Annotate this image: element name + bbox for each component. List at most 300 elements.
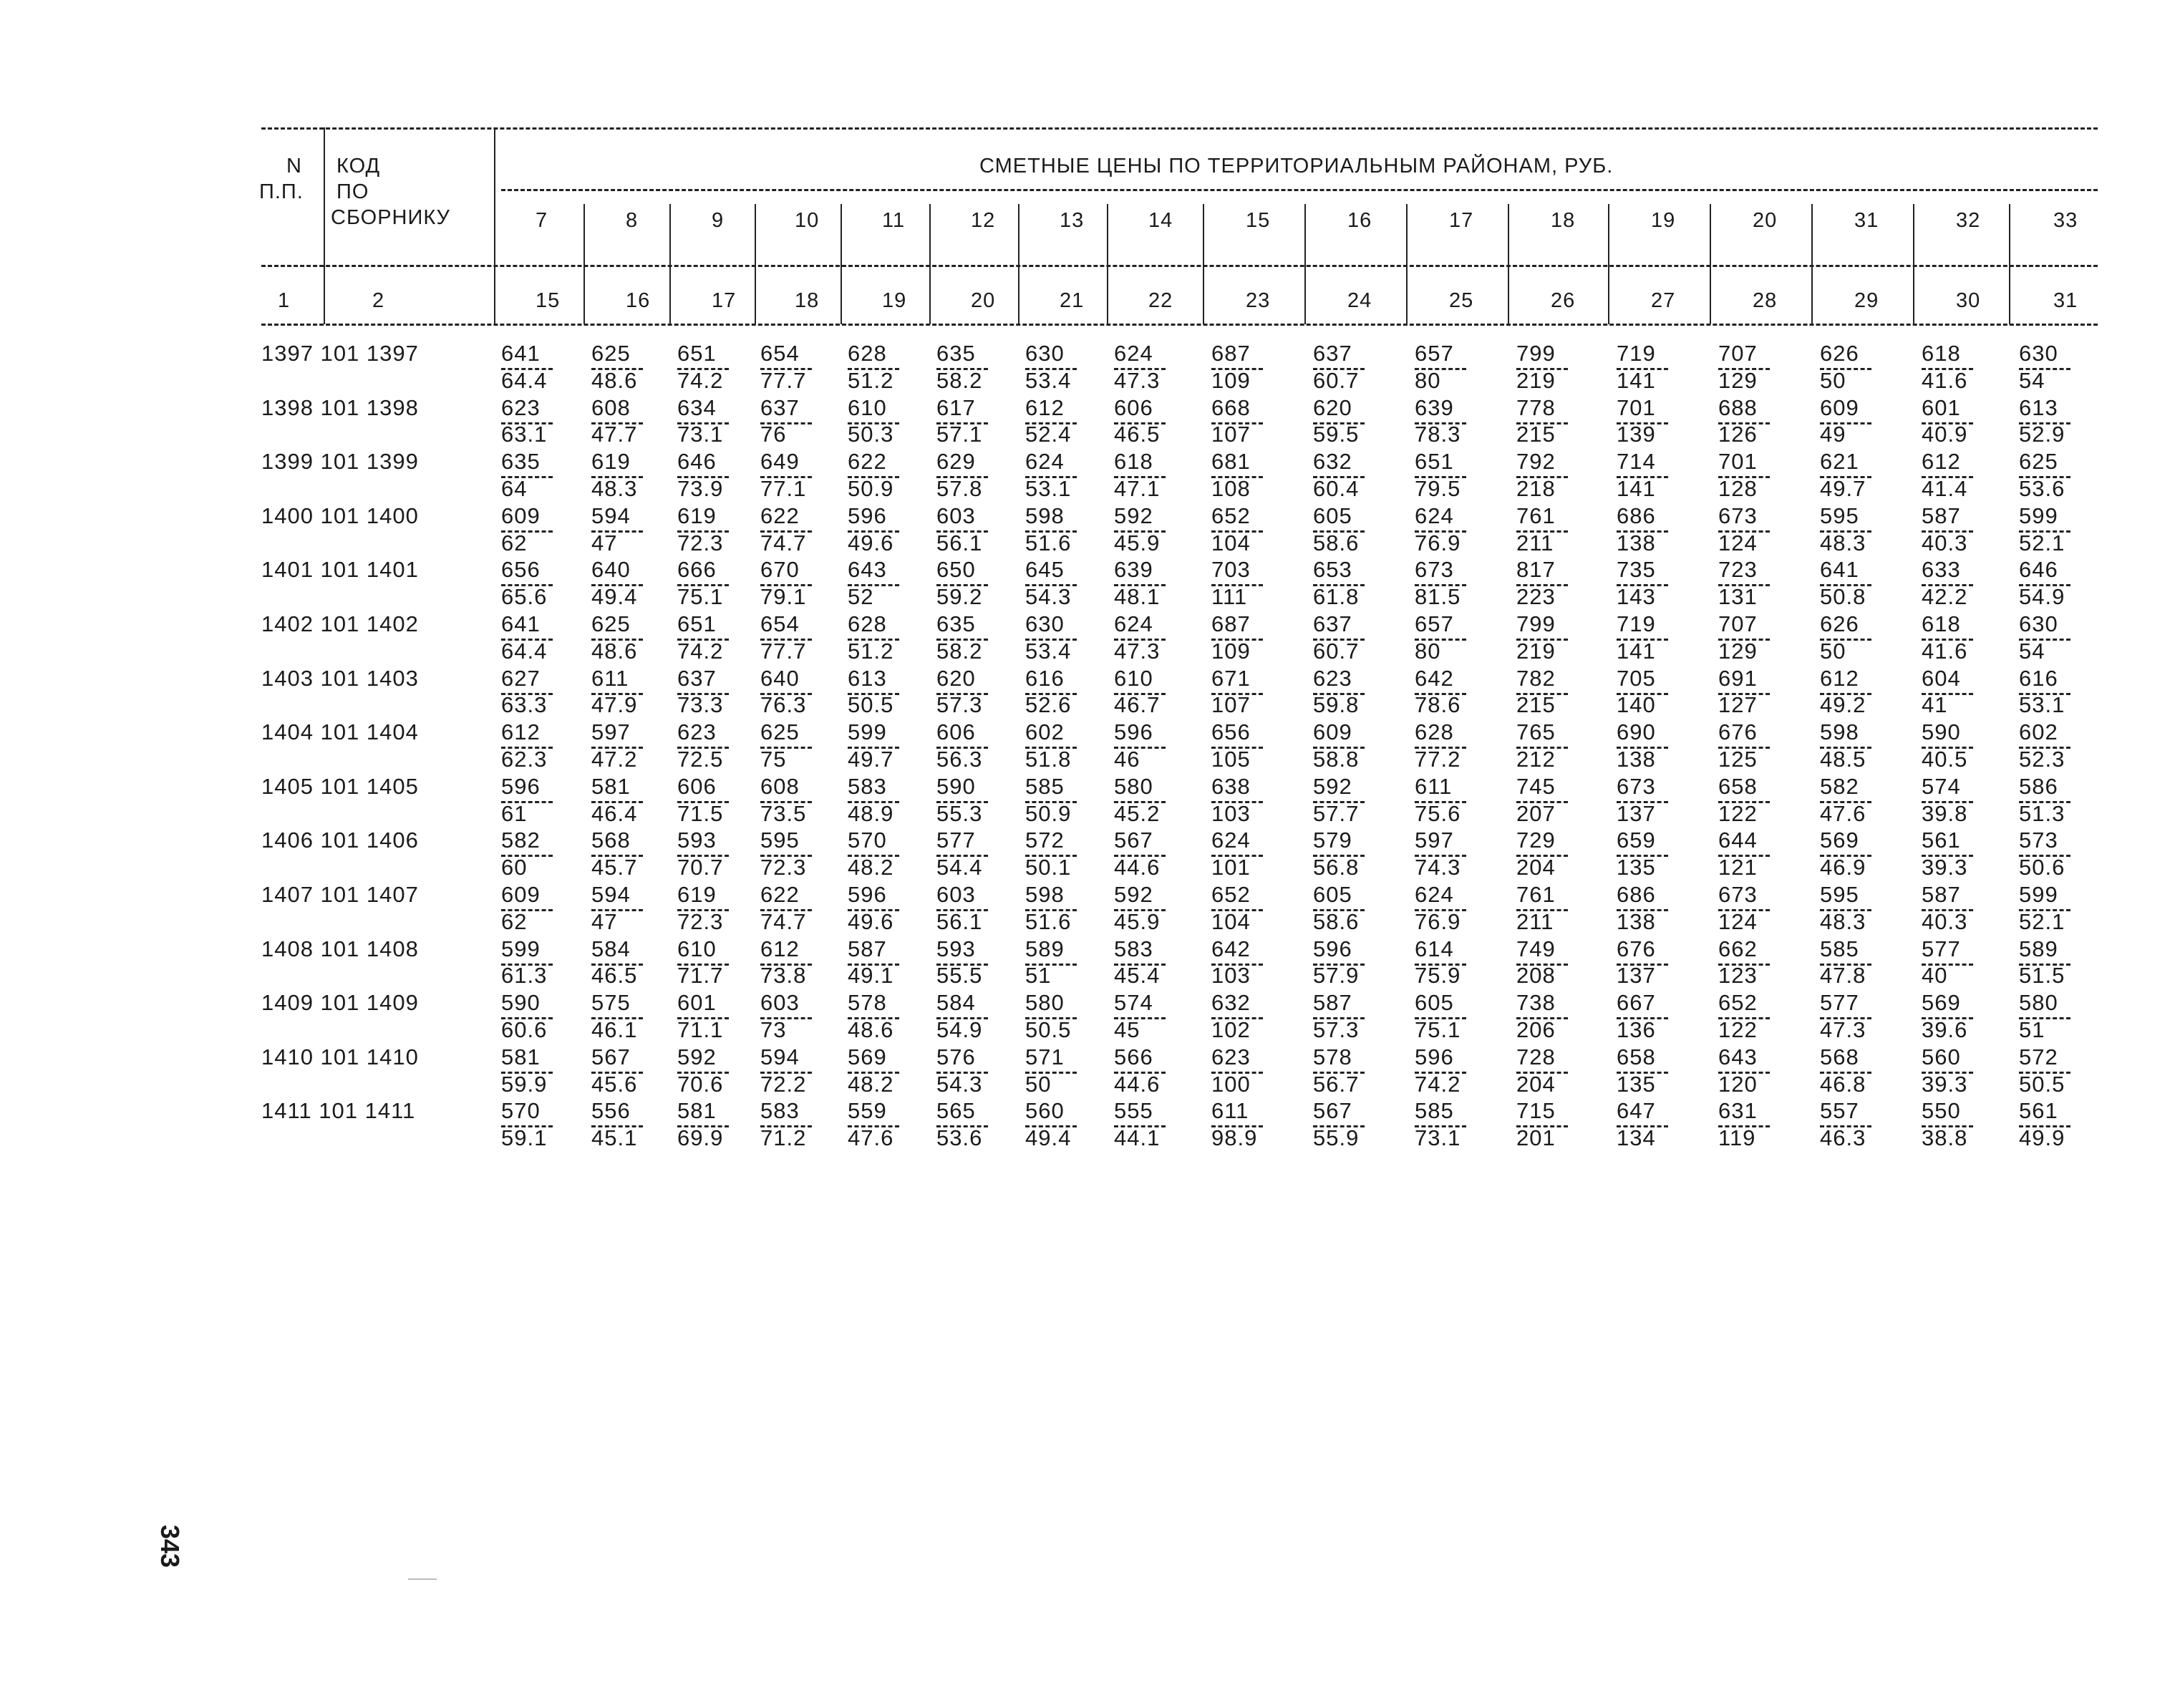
price-cell: 72.3: [677, 530, 724, 555]
price-cell: 599: [2019, 882, 2058, 907]
price-cell: 207: [1516, 800, 1556, 826]
column-number: 1: [278, 289, 291, 312]
price-cell: 555: [1114, 1098, 1153, 1124]
price-cell: 638: [1211, 773, 1251, 799]
price-cell: 598: [1025, 503, 1065, 528]
price-cell: 39.8: [1922, 800, 1968, 826]
price-cell: 575: [591, 990, 631, 1016]
price-cell: 593: [936, 936, 976, 961]
price-cell: 581: [501, 1044, 541, 1069]
price-cell: 47.6: [1820, 800, 1866, 826]
district-number: 31: [1854, 209, 1879, 232]
price-cell: 140: [1617, 692, 1656, 718]
price-cell: 40.9: [1922, 422, 1968, 447]
price-cell: 73.9: [677, 476, 724, 501]
price-cell: 738: [1516, 990, 1556, 1016]
column-number: 16: [626, 289, 651, 312]
price-cell: 622: [848, 449, 887, 475]
header-bottom-rule: [261, 265, 2098, 267]
row-code: 1407 101 1407: [261, 882, 419, 907]
price-cell: 673: [1415, 557, 1454, 583]
price-cell: 633: [1922, 557, 1961, 583]
price-cell: 47.1: [1114, 476, 1161, 501]
price-cell: 60.4: [1313, 476, 1360, 501]
price-cell: 792: [1516, 449, 1556, 475]
price-cell: 44.1: [1114, 1125, 1161, 1151]
price-cell: 70.6: [677, 1071, 724, 1097]
price-cell: 631: [1718, 1098, 1758, 1124]
price-cell: 76.9: [1415, 530, 1461, 555]
price-cell: 609: [501, 882, 541, 907]
price-cell: 592: [1114, 503, 1153, 528]
row-code: 1411 101 1411: [261, 1098, 416, 1124]
price-cell: 208: [1516, 963, 1556, 989]
price-cell: 646: [677, 449, 717, 475]
price-cell: 204: [1516, 1071, 1556, 1097]
column-number: 22: [1148, 289, 1173, 312]
price-cell: 49.4: [1025, 1125, 1072, 1151]
price-cell: 735: [1617, 557, 1656, 583]
price-cell: 52.9: [2019, 422, 2065, 447]
price-cell: 586: [2019, 773, 2058, 799]
price-cell: 62.3: [501, 747, 548, 772]
price-cell: 103: [1211, 800, 1251, 826]
price-cell: 49.1: [848, 963, 894, 989]
price-cell: 141: [1617, 367, 1656, 393]
price-cell: 48.3: [591, 476, 638, 501]
price-cell: 49.2: [1820, 692, 1866, 718]
district-number: 14: [1148, 209, 1173, 232]
price-cell: 56.3: [936, 747, 983, 772]
price-cell: 599: [848, 719, 887, 745]
price-cell: 662: [1718, 936, 1758, 961]
price-cell: 44.6: [1114, 1071, 1161, 1097]
price-cell: 47.6: [848, 1125, 894, 1151]
price-cell: 608: [760, 773, 800, 799]
price-cell: 611: [1211, 1098, 1249, 1124]
price-cell: 50.1: [1025, 855, 1072, 880]
price-cell: 139: [1617, 422, 1656, 447]
price-cell: 637: [760, 394, 800, 420]
price-cell: 61.8: [1313, 584, 1360, 610]
price-cell: 628: [1415, 719, 1454, 745]
price-cell: 80: [1415, 367, 1441, 393]
price-cell: 135: [1617, 855, 1656, 880]
price-cell: 57.7: [1313, 800, 1360, 826]
price-cell: 58.6: [1313, 530, 1360, 555]
column-divider: [1710, 204, 1711, 324]
price-cell: 76.3: [760, 692, 807, 718]
price-cell: 687: [1211, 611, 1251, 636]
scan-mark: [408, 1578, 437, 1580]
price-cell: 639: [1415, 394, 1454, 420]
price-cell: 749: [1516, 936, 1556, 961]
price-cell: 624: [1211, 828, 1251, 853]
price-cell: 137: [1617, 963, 1656, 989]
column-number: 31: [2053, 289, 2078, 312]
price-cell: 574: [1922, 773, 1961, 799]
price-cell: 616: [2019, 665, 2058, 691]
price-cell: 39.6: [1922, 1017, 1968, 1042]
price-cell: 597: [1415, 828, 1454, 853]
price-cell: 47.3: [1820, 1017, 1866, 1042]
price-cell: 745: [1516, 773, 1556, 799]
price-cell: 219: [1516, 638, 1556, 664]
district-number: 12: [971, 209, 996, 232]
price-cell: 606: [677, 773, 717, 799]
price-cell: 47.7: [591, 422, 638, 447]
price-cell: 50: [1025, 1071, 1052, 1097]
price-cell: 50: [1820, 638, 1846, 664]
column-number: 2: [372, 289, 385, 312]
price-cell: 219: [1516, 367, 1556, 393]
price-cell: 593: [677, 828, 717, 853]
price-cell: 602: [1025, 719, 1065, 745]
price-cell: 621: [1820, 449, 1859, 475]
price-cell: 617: [936, 394, 976, 420]
column-number: 21: [1060, 289, 1085, 312]
price-cell: 707: [1718, 611, 1758, 636]
row-code: 1397 101 1397: [261, 341, 419, 366]
price-cell: 670: [760, 557, 800, 583]
price-cell: 72.2: [760, 1071, 807, 1097]
price-cell: 642: [1415, 665, 1454, 691]
price-cell: 560: [1025, 1098, 1065, 1124]
price-cell: 50.9: [1025, 800, 1072, 826]
price-cell: 50: [1820, 367, 1846, 393]
price-cell: 623: [677, 719, 717, 745]
price-cell: 595: [760, 828, 800, 853]
price-cell: 53.6: [2019, 476, 2065, 501]
price-cell: 41.4: [1922, 476, 1968, 501]
price-cell: 599: [501, 936, 541, 961]
price-cell: 60.7: [1313, 638, 1360, 664]
district-number: 32: [1956, 209, 1981, 232]
price-cell: 69.9: [677, 1125, 724, 1151]
np-label-pp: П.П.: [259, 180, 304, 203]
price-cell: 65.6: [501, 584, 548, 610]
price-cell: 580: [2019, 990, 2058, 1016]
price-cell: 582: [501, 828, 541, 853]
price-cell: 41: [1922, 692, 1948, 718]
price-cell: 565: [936, 1098, 976, 1124]
price-cell: 707: [1718, 341, 1758, 366]
price-cell: 77.2: [1415, 747, 1461, 772]
price-cell: 46.5: [591, 963, 638, 989]
column-divider: [669, 204, 671, 324]
column-divider: [1913, 204, 1914, 324]
price-cell: 596: [1313, 936, 1352, 961]
price-cell: 603: [936, 882, 976, 907]
district-number: 9: [712, 209, 725, 232]
row-code: 1399 101 1399: [261, 449, 419, 475]
price-cell: 691: [1718, 665, 1758, 691]
price-cell: 578: [1313, 1044, 1352, 1069]
price-cell: 577: [936, 828, 976, 853]
price-cell: 58.2: [936, 367, 983, 393]
price-cell: 625: [760, 719, 800, 745]
price-cell: 658: [1718, 773, 1758, 799]
price-cell: 651: [677, 341, 717, 366]
price-cell: 701: [1718, 449, 1758, 475]
row-code: 1410 101 1410: [261, 1044, 419, 1069]
price-cell: 128: [1718, 476, 1758, 501]
price-cell: 628: [848, 611, 887, 636]
price-cell: 714: [1617, 449, 1656, 475]
price-cell: 48.2: [848, 855, 894, 880]
price-cell: 635: [501, 449, 541, 475]
price-cell: 218: [1516, 476, 1556, 501]
price-cell: 603: [936, 503, 976, 528]
price-cell: 580: [1025, 990, 1065, 1016]
price-cell: 129: [1718, 638, 1758, 664]
price-cell: 616: [1025, 665, 1065, 691]
column-divider: [1508, 204, 1509, 324]
price-cell: 74.2: [1415, 1071, 1461, 1097]
price-cell: 108: [1211, 476, 1251, 501]
price-cell: 54.9: [2019, 584, 2065, 610]
district-number: 17: [1449, 209, 1474, 232]
price-cell: 654: [760, 611, 800, 636]
price-cell: 587: [1922, 882, 1961, 907]
price-cell: 625: [591, 341, 631, 366]
price-cell: 126: [1718, 422, 1758, 447]
price-cell: 577: [1820, 990, 1859, 1016]
row-code: 1403 101 1403: [261, 665, 419, 691]
column-number: 26: [1551, 289, 1576, 312]
price-cell: 641: [501, 611, 541, 636]
price-cell: 134: [1617, 1125, 1656, 1151]
price-cell: 103: [1211, 963, 1251, 989]
price-cell: 605: [1313, 882, 1352, 907]
price-cell: 45.7: [591, 855, 638, 880]
price-cell: 120: [1718, 1071, 1758, 1097]
district-number: 16: [1347, 209, 1372, 232]
price-cell: 76.9: [1415, 908, 1461, 934]
price-cell: 44.6: [1114, 855, 1161, 880]
price-cell: 72.3: [760, 855, 807, 880]
column-divider: [1304, 204, 1306, 324]
price-cell: 135: [1617, 1071, 1656, 1097]
price-cell: 73.3: [677, 692, 724, 718]
price-cell: 64.4: [501, 367, 548, 393]
price-cell: 57.3: [1313, 1017, 1360, 1042]
price-cell: 560: [1922, 1044, 1961, 1069]
price-cell: 74.7: [760, 530, 807, 555]
column-divider: [1018, 204, 1019, 324]
price-cell: 73.1: [677, 422, 724, 447]
price-cell: 640: [591, 557, 631, 583]
price-cell: 122: [1718, 800, 1758, 826]
price-cell: 556: [591, 1098, 631, 1124]
price-cell: 47.8: [1820, 963, 1866, 989]
price-cell: 41.6: [1922, 367, 1968, 393]
district-number: 13: [1060, 209, 1085, 232]
district-number: 10: [795, 209, 820, 232]
price-cell: 50.6: [2019, 855, 2065, 880]
price-cell: 606: [936, 719, 976, 745]
price-cell: 569: [848, 1044, 887, 1069]
price-cell: 45.9: [1114, 530, 1161, 555]
column-divider: [583, 204, 585, 324]
price-cell: 48.3: [1820, 908, 1866, 934]
price-cell: 52.1: [2019, 908, 2065, 934]
price-cell: 623: [1313, 665, 1352, 691]
price-cell: 641: [501, 341, 541, 366]
price-cell: 56.1: [936, 530, 983, 555]
price-cell: 632: [1313, 449, 1352, 475]
price-cell: 641: [1820, 557, 1859, 583]
price-cell: 630: [1025, 341, 1065, 366]
price-cell: 46.5: [1114, 422, 1161, 447]
price-cell: 624: [1114, 611, 1153, 636]
price-cell: 50.5: [848, 692, 894, 718]
price-cell: 111: [1211, 584, 1248, 610]
price-cell: 596: [1114, 719, 1153, 745]
price-cell: 612: [760, 936, 800, 961]
price-cell: 40.5: [1922, 747, 1968, 772]
price-cell: 817: [1516, 557, 1556, 583]
price-cell: 686: [1617, 882, 1656, 907]
price-cell: 761: [1516, 503, 1556, 528]
price-cell: 589: [2019, 936, 2058, 961]
price-cell: 624: [1415, 503, 1454, 528]
price-cell: 703: [1211, 557, 1251, 583]
price-cell: 639: [1114, 557, 1153, 583]
district-number: 18: [1551, 209, 1576, 232]
price-cell: 652: [1718, 990, 1758, 1016]
price-cell: 612: [1922, 449, 1961, 475]
price-cell: 587: [848, 936, 887, 961]
price-cell: 568: [1820, 1044, 1859, 1069]
price-cell: 644: [1718, 828, 1758, 853]
price-cell: 652: [1211, 503, 1251, 528]
price-cell: 568: [591, 828, 631, 853]
price-cell: 100: [1211, 1071, 1251, 1097]
price-cell: 54.9: [936, 1017, 983, 1042]
price-cell: 53.1: [1025, 476, 1072, 501]
price-cell: 596: [848, 882, 887, 907]
price-cell: 573: [2019, 828, 2058, 853]
price-cell: 619: [677, 882, 717, 907]
price-cell: 619: [591, 449, 631, 475]
price-cell: 653: [1313, 557, 1352, 583]
price-cell: 729: [1516, 828, 1556, 853]
price-cell: 215: [1516, 422, 1556, 447]
price-cell: 651: [1415, 449, 1454, 475]
price-cell: 54.3: [936, 1071, 983, 1097]
header-inner-rule: [501, 189, 2098, 191]
price-cell: 54: [2019, 367, 2045, 393]
price-cell: 47: [591, 530, 618, 555]
price-cell: 618: [1922, 341, 1961, 366]
price-cell: 75.1: [1415, 1017, 1461, 1042]
price-cell: 583: [848, 773, 887, 799]
row-code: 1408 101 1408: [261, 936, 419, 961]
price-cell: 596: [848, 503, 887, 528]
price-cell: 206: [1516, 1017, 1556, 1042]
price-cell: 52.1: [2019, 530, 2065, 555]
price-cell: 80: [1415, 638, 1441, 664]
price-cell: 49.9: [2019, 1125, 2065, 1151]
price-cell: 567: [1313, 1098, 1352, 1124]
price-cell: 129: [1718, 367, 1758, 393]
price-cell: 587: [1313, 990, 1352, 1016]
price-cell: 598: [1820, 719, 1859, 745]
column-number: 28: [1753, 289, 1778, 312]
price-cell: 71.1: [677, 1017, 724, 1042]
price-cell: 606: [1114, 394, 1153, 420]
price-cell: 46.1: [591, 1017, 638, 1042]
price-cell: 715: [1516, 1098, 1556, 1124]
price-cell: 73.5: [760, 800, 807, 826]
price-cell: 45.9: [1114, 908, 1161, 934]
price-cell: 765: [1516, 719, 1556, 745]
price-cell: 557: [1820, 1098, 1859, 1124]
price-cell: 75.9: [1415, 963, 1461, 989]
price-cell: 49: [1820, 422, 1846, 447]
price-cell: 635: [936, 341, 976, 366]
column-divider: [755, 204, 756, 324]
price-cell: 604: [1922, 665, 1961, 691]
row-code: 1409 101 1409: [261, 990, 419, 1016]
column-number: 27: [1651, 289, 1676, 312]
price-cell: 578: [848, 990, 887, 1016]
price-cell: 630: [1025, 611, 1065, 636]
price-cell: 598: [1025, 882, 1065, 907]
column-number: 20: [971, 289, 996, 312]
price-cell: 624: [1114, 341, 1153, 366]
column-number: 23: [1246, 289, 1271, 312]
price-cell: 71.7: [677, 963, 724, 989]
price-cell: 590: [936, 773, 976, 799]
price-cell: 577: [1922, 936, 1961, 961]
price-cell: 51.6: [1025, 530, 1072, 555]
price-cell: 610: [677, 936, 717, 961]
price-cell: 51.2: [848, 638, 894, 664]
price-cell: 561: [2019, 1098, 2058, 1124]
price-cell: 595: [1820, 503, 1859, 528]
price-cell: 73: [760, 1017, 787, 1042]
price-cell: 123: [1718, 963, 1758, 989]
code-label-sborniku: СБОРНИКУ: [331, 206, 450, 229]
price-cell: 778: [1516, 394, 1556, 420]
column-divider: [841, 204, 842, 324]
row-code: 1406 101 1406: [261, 828, 419, 853]
price-cell: 592: [1114, 882, 1153, 907]
price-cell: 45.1: [591, 1125, 638, 1151]
price-cell: 622: [760, 882, 800, 907]
column-number: 15: [536, 289, 561, 312]
row-code: 1404 101 1404: [261, 719, 419, 745]
price-cell: 102: [1211, 1017, 1251, 1042]
price-cell: 592: [677, 1044, 717, 1069]
price-cell: 590: [501, 990, 541, 1016]
top-rule: [261, 127, 2098, 130]
price-cell: 673: [1718, 503, 1758, 528]
price-cell: 204: [1516, 855, 1556, 880]
price-cell: 611: [1415, 773, 1453, 799]
price-cell: 602: [2019, 719, 2058, 745]
price-cell: 50.8: [1820, 584, 1866, 610]
price-cell: 71.2: [760, 1125, 807, 1151]
price-cell: 50.9: [848, 476, 894, 501]
price-cell: 131: [1718, 584, 1758, 610]
price-cell: 101: [1211, 855, 1251, 880]
price-cell: 642: [1211, 936, 1251, 961]
price-cell: 719: [1617, 341, 1656, 366]
price-cell: 141: [1617, 638, 1656, 664]
